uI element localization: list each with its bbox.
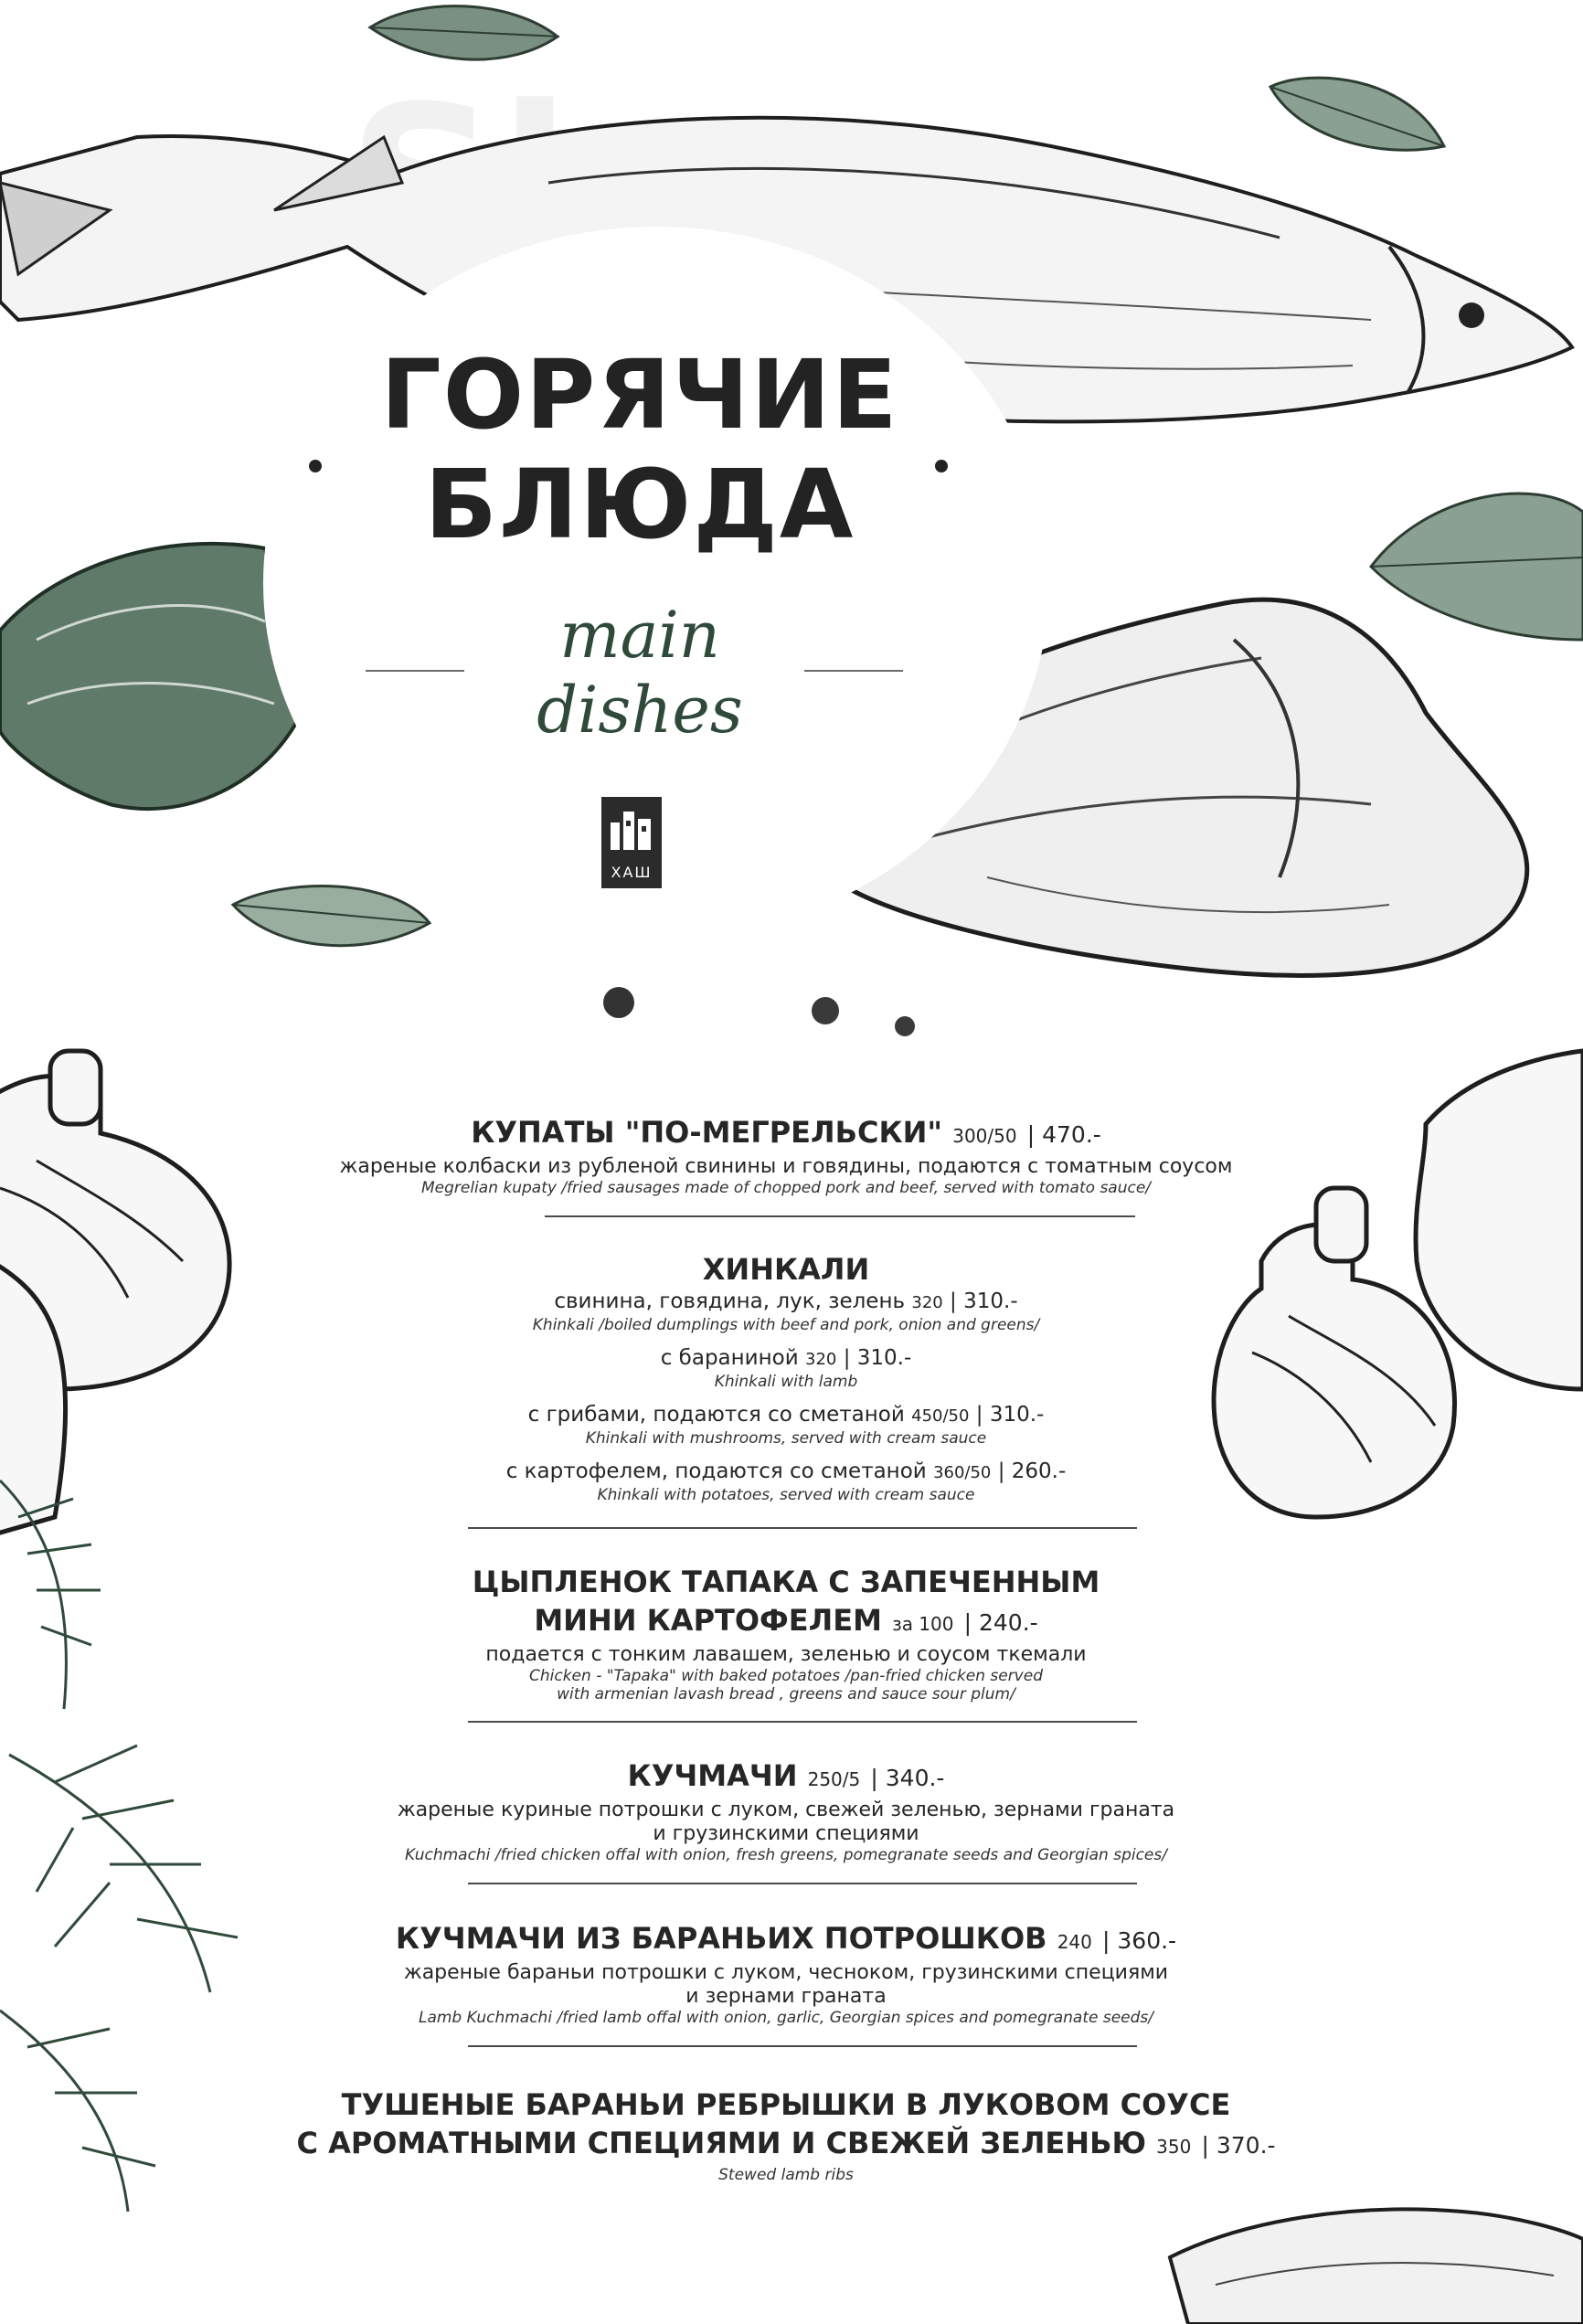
variant-label: с бараниной: [660, 1346, 799, 1370]
variant-price: | 310.-: [950, 1289, 1018, 1313]
separator: [468, 1883, 1137, 1884]
dish-description-en-line1: Chicken - "Tapaka" with baked potatoes /pan-fried chicken served: [529, 1667, 1043, 1685]
title-rule-left: [366, 670, 464, 672]
section-title-line2: БЛЮДА: [424, 449, 855, 560]
separator: [545, 1215, 1135, 1217]
dish-description-ru: жареные колбаски из рубленой свинины и говядины, подаются с томатным соусом: [339, 1155, 1233, 1178]
menu-item-lamb-kuchmachi: [228, 1919, 1344, 2027]
dish-price: | 360.-: [1102, 1927, 1177, 1954]
variant-description-en: Khinkali /boiled dumplings with beef and pork, onion and greens/: [532, 1316, 1040, 1334]
menu-item-chicken-tapaka: [228, 1563, 1344, 1703]
dish-price: | 470.-: [1026, 1121, 1101, 1148]
khinkali-variant-3: [228, 1402, 1344, 1429]
dish-description-ru: подается с тонким лавашем, зеленью и соусом ткемали: [485, 1643, 1087, 1666]
dish-name: КУЧМАЧИ: [627, 1758, 798, 1793]
title-dot-right: [935, 460, 948, 472]
title-rule-right: [804, 670, 903, 672]
dish-portion: 250/5: [807, 1768, 861, 1790]
variant-price: | 260.-: [997, 1459, 1067, 1483]
menu-item-title-line2: [228, 2124, 1344, 2166]
dish-portion: 300/50: [952, 1125, 1017, 1147]
variant-portion: 360/50: [933, 1463, 992, 1482]
variant-label: с грибами, подаются со сметаной: [527, 1403, 905, 1427]
section-subtitle-line1: main: [559, 598, 720, 673]
dish-price: | 240.-: [963, 1609, 1038, 1636]
dish-name-line2: МИНИ КАРТОФЕЛЕМ: [534, 1603, 882, 1638]
separator: [468, 1721, 1137, 1723]
dish-name-line1: ЦЫПЛЕНОК ТАПАКА С ЗАПЕЧЕННЫМ: [472, 1565, 1100, 1599]
dish-name: ХИНКАЛИ: [702, 1252, 870, 1287]
separator: [468, 1527, 1137, 1529]
variant-price: | 310.-: [975, 1403, 1045, 1427]
logo-text: ХАШ: [611, 864, 653, 881]
fish-bottom-illustration: [1170, 2209, 1583, 2324]
title-dot-left: [309, 460, 322, 472]
dish-description-en: Stewed lamb ribs: [718, 2166, 854, 2184]
dill-left-illustration: [0, 1480, 238, 2212]
dish-name: КУЧМАЧИ ИЗ БАРАНЬИХ ПОТРОШКОВ: [395, 1921, 1047, 1956]
cabbage-illustration: [0, 544, 302, 809]
khinkali-variant-4: [228, 1459, 1344, 1486]
dish-description-ru-line1: жареные куриные потрошки с луком, свежей зеленью, зернами граната: [397, 1799, 1175, 1821]
variant-portion: 450/50: [911, 1406, 970, 1426]
leaf-top-right: [1270, 78, 1444, 150]
dish-portion: за 100: [892, 1613, 954, 1635]
menu-item-kuchmachi: [228, 1756, 1344, 1864]
variant-price: | 310.-: [843, 1346, 912, 1370]
peppercorns: [603, 987, 915, 1036]
variant-portion: 320: [911, 1293, 943, 1312]
dish-name: КУПАТЫ "ПО-МЕГРЕЛЬСКИ": [471, 1115, 943, 1150]
dish-description-en: Megrelian kupaty /fried sausages made of chopped pork and beef, served with tomato sauce/: [420, 1179, 1152, 1197]
variant-portion: 320: [805, 1350, 837, 1369]
dish-description-en: Lamb Kuchmachi /fried lamb offal with onion, garlic, Georgian spices and pomegranate seeds/: [418, 2009, 1154, 2027]
section-subtitle-line2: dishes: [537, 673, 743, 748]
variant-label: свинина, говядина, лук, зелень: [554, 1289, 906, 1313]
menu-item-title: [228, 1756, 1344, 1799]
dish-description-ru-line2: и грузинскими специями: [653, 1822, 919, 1845]
variant-label: с картофелем, подаются со сметаной: [505, 1459, 927, 1483]
variant-description-en: Khinkali with lamb: [714, 1373, 858, 1391]
menu-item-title-line2: [228, 1601, 1344, 1643]
dish-portion: 240: [1057, 1931, 1092, 1953]
dish-price: | 340.-: [870, 1765, 945, 1791]
khinkali-left-illustration: [0, 1051, 229, 1535]
dish-name-line2: С АРОМАТНЫМИ СПЕЦИЯМИ И СВЕЖЕЙ ЗЕЛЕНЬЮ: [296, 2126, 1147, 2160]
restaurant-logo: [601, 797, 662, 888]
menu-item-kupaty: [228, 1113, 1344, 1197]
dish-description-ru-line2: и зернами граната: [685, 1985, 887, 2008]
dish-portion: 350: [1156, 2136, 1192, 2158]
leaf-top-left: [370, 6, 559, 60]
menu-item-lamb-ribs: [228, 2085, 1344, 2184]
dish-description-ru-line1: жареные бараньи потрошки с луком, чесноком, грузинскими специями: [403, 1961, 1169, 1984]
variant-description-en: Khinkali with mushrooms, served with cream sauce: [585, 1429, 987, 1448]
dish-description-en: Kuchmachi /fried chicken offal with onion, fresh greens, pomegranate seeds and Georgian spices/: [405, 1846, 1167, 1864]
variant-description-en: Khinkali with potatoes, served with cream sauce: [597, 1486, 975, 1504]
menu-item-khinkali: [228, 1250, 1344, 1504]
menu-item-title: [228, 1919, 1344, 1961]
khinkali-variant-1: [228, 1289, 1344, 1316]
khinkali-variant-2: [228, 1345, 1344, 1373]
logo-building-icon: [601, 802, 662, 857]
section-title-line1: ГОРЯЧИЕ: [380, 339, 899, 451]
separator: [468, 2045, 1137, 2047]
dish-price: | 370.-: [1201, 2132, 1276, 2159]
menu-item-title: [228, 1113, 1344, 1155]
leaf-middle-left: [233, 886, 430, 946]
dish-description-en-line2: with armenian lavash bread , greens and sauce sour plum/: [557, 1685, 1015, 1703]
leaf-right: [1371, 493, 1583, 640]
dish-name-line1: ТУШЕНЫЕ БАРАНЬИ РЕБРЫШКИ В ЛУКОВОМ СОУСЕ: [341, 2087, 1231, 2122]
